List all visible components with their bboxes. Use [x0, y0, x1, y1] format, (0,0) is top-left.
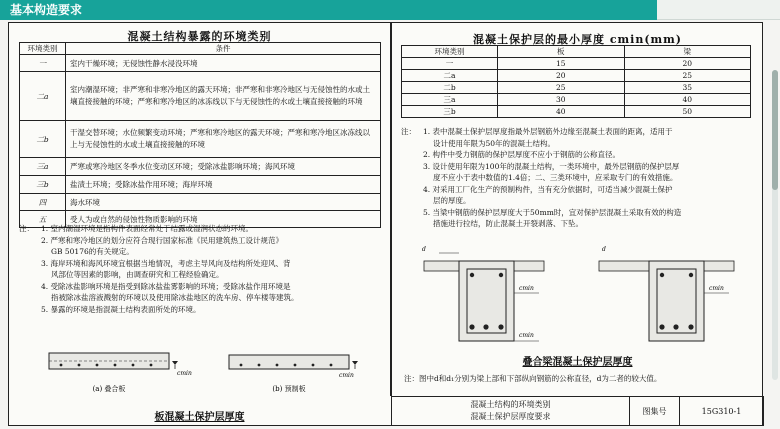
env-category: 一 — [20, 55, 66, 72]
env-notes — [19, 223, 384, 315]
cover-notes — [401, 126, 756, 230]
cover-table-title: 混凝土保护层的最小厚度 cmin(mm) — [472, 33, 683, 46]
title-line-2: 混凝土保护层厚度要求 — [470, 412, 551, 421]
table-row — [20, 121, 381, 158]
slab-b — [229, 355, 358, 369]
cover-header-slab: 板 — [498, 46, 625, 58]
cover-table — [401, 45, 751, 118]
env-header-condition: 条件 — [66, 43, 381, 55]
cover-header-category: 环境类别 — [402, 46, 498, 58]
env-condition: 盐渍土环境；受除冰盐作用环境；海岸环境 — [66, 176, 381, 194]
env-header-category: 环境类别 — [20, 43, 66, 55]
title-line-1: 混凝土结构的环境类别 — [470, 400, 551, 409]
note-line: 层的厚度。 — [433, 196, 471, 205]
cover-header-beam: 梁 — [624, 46, 751, 58]
cover-slab: 30 — [498, 94, 625, 106]
cover-category: 二a — [402, 70, 498, 82]
cover-slab: 20 — [498, 70, 625, 82]
env-category: 三a — [20, 158, 66, 176]
env-category: 四 — [20, 194, 66, 211]
note-line: 措施进行拉结，防止混凝土开裂剥落、下坠。 — [433, 219, 583, 228]
note-line: 4. 受除冰盐影响环境是指受到除冰盐盐雾影响的环境；受除冰盐作用环境是 — [41, 281, 291, 291]
table-row — [402, 94, 751, 106]
beam-right — [599, 261, 734, 341]
cover-beam: 35 — [624, 82, 751, 94]
env-table — [19, 42, 381, 228]
dim-label: d — [602, 246, 606, 253]
slab-label-b: (b) 预制板 — [272, 385, 306, 393]
note-line: 2. 严寒和寒冷地区的划分应符合现行国家标准《民用建筑热工设计规范》 — [41, 235, 284, 245]
header-filler — [657, 0, 780, 20]
cover-category: 三a — [402, 94, 498, 106]
table-row — [20, 194, 381, 211]
table-row — [402, 106, 751, 118]
vertical-scrollbar[interactable] — [772, 70, 778, 380]
cover-slab: 25 — [498, 82, 625, 94]
note-line: 风部位等因素的影响，由调查研究和工程经验确定。 — [51, 270, 224, 279]
env-category: 五 — [20, 211, 66, 228]
slab-caption: 板混凝土保护层厚度 — [154, 412, 245, 423]
note-line: 1. 表中混凝土保护层厚度指最外层钢筋外边缘至混凝土表面的距离，适用于 — [423, 127, 673, 136]
note-line: 5. 当梁中钢筋的保护层厚度大于50mm时，宜对保护层混凝土采取有效的构造 — [423, 207, 682, 217]
dim-label: cmin — [519, 332, 534, 339]
env-condition: 严寒或寒冷地区冬季水位变动区环境；受除冰盐影响环境；海风环境 — [66, 158, 381, 176]
note-line: 设计使用年限为50年的混凝土结构。 — [433, 138, 556, 148]
title-block — [391, 396, 764, 426]
note-line: 3. 设计使用年限为100年的混凝土结构，一类环境中，最外层钢筋的保护层厚 — [423, 161, 680, 171]
beam-sketch — [404, 233, 754, 355]
dim-label: cmin — [519, 285, 534, 292]
note-line: 3. 海岸环境和海风环境宜根据当地情况，考虑主导风向及结构所处迎风、背 — [41, 258, 291, 268]
notes-label: 注： — [19, 224, 34, 233]
env-condition: 室内潮湿环境；非严寒和非寒冷地区的露天环境；非严寒和非寒冷地区与无侵蚀性的水或土壤直接接触的环境；严寒和寒冷地区的冰冻线以下与无侵蚀性的水或土壤直接接触的环境 — [66, 72, 381, 121]
column-divider — [390, 23, 392, 396]
scrollbar-thumb[interactable] — [772, 70, 778, 190]
note-line: 5. 暴露的环境是指混凝土结构表面所处的环境。 — [41, 304, 201, 314]
env-condition: 受人为或自然的侵蚀性物质影响的环境 — [66, 211, 381, 228]
section-header — [0, 0, 657, 20]
env-category: 二a — [20, 72, 66, 121]
note-line: GB 50176的有关规定。 — [51, 247, 134, 256]
cover-beam: 40 — [624, 94, 751, 106]
notes-label: 注： — [401, 127, 416, 136]
note-line: 4. 对采用工厂化生产的预制构件，当有充分依据时，可适当减少混凝土保护 — [423, 184, 673, 194]
cover-slab: 40 — [498, 106, 625, 118]
env-condition: 室内干燥环境；无侵蚀性静水浸没环境 — [66, 55, 381, 72]
beam-note: 注：图中d和d₁分别为梁上部和下部纵向钢筋的公称直径，d为二者的较大值。 — [404, 374, 662, 383]
drawing-sheet — [8, 22, 763, 426]
table-row — [402, 58, 751, 70]
title-block-name — [392, 397, 630, 426]
table-row — [20, 158, 381, 176]
table-row — [402, 70, 751, 82]
cover-category: 一 — [402, 58, 498, 70]
note-line: 指被除冰盐溶液溅射的环境以及使用除冰盐地区的洗车房、停车楼等建筑。 — [51, 293, 299, 302]
note-line: 1. 室内潮湿环境是指构件表面经常处于结露或湿润状态的环境。 — [41, 224, 254, 233]
beam-left — [424, 253, 544, 341]
cmin-label-b: cmin — [339, 372, 354, 379]
cover-slab: 15 — [498, 58, 625, 70]
env-condition: 干湿交替环境；水位频繁变动环境；严寒和寒冷地区的露天环境；严寒和寒冷地区冰冻线以上与无侵蚀性的水或土壤直接接触的环境 — [66, 121, 381, 158]
cmin-label-a: cmin — [177, 370, 192, 377]
env-condition: 海水环境 — [66, 194, 381, 211]
table-row — [20, 176, 381, 194]
env-category: 二b — [20, 121, 66, 158]
slab-label-a: (a) 叠合板 — [92, 385, 126, 393]
dim-label: d — [422, 246, 426, 253]
env-table-title: 混凝土结构暴露的环境类别 — [127, 30, 272, 43]
section-title: 基本构造要求 — [10, 3, 83, 17]
atlas-number: 15G310-1 — [680, 397, 764, 426]
note-line: 2. 构件中受力钢筋的保护层厚度不应小于钢筋的公称直径。 — [423, 150, 621, 159]
atlas-label: 图集号 — [630, 397, 680, 426]
slab-sketches — [39, 345, 369, 395]
cover-beam: 20 — [624, 58, 751, 70]
table-row — [20, 72, 381, 121]
cover-beam: 25 — [624, 70, 751, 82]
beam-caption: 叠合梁混凝土保护层厚度 — [522, 357, 633, 368]
cover-category: 二b — [402, 82, 498, 94]
cover-beam: 50 — [624, 106, 751, 118]
note-line: 度不应小于表中数值的1.4倍；二、三类环境中，应采取专门的有效措施。 — [433, 173, 678, 182]
cover-category: 三b — [402, 106, 498, 118]
table-row — [402, 82, 751, 94]
slab-a — [49, 353, 178, 369]
table-row — [20, 55, 381, 72]
env-category: 三b — [20, 176, 66, 194]
dim-label: cmin — [709, 285, 724, 292]
